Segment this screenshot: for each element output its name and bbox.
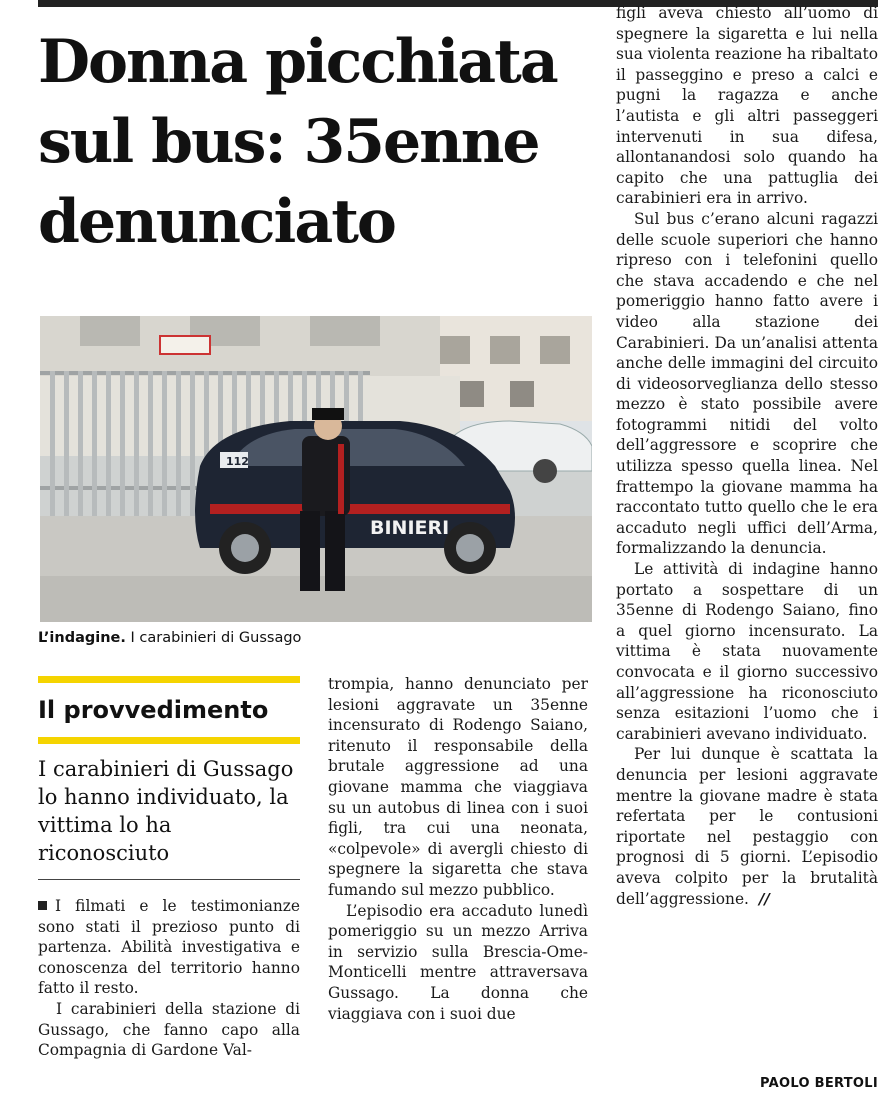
box-rule-top [38,676,300,683]
body-paragraph: figli aveva chiesto all’uomo di spegnere la sigaretta e lui nella sua violenta reazione ha ribaltato il passeggino e preso a calci e pugni la ragazza e anche l’autista e gli altri passeggeri intervenuti in sua difesa, allontanandosi solo quando ha capito che una pattuglia dei carabinieri era in arrivo. [616,4,878,208]
body-paragraph: Per lui dunque è scattata la denuncia per lesioni aggravate mentre la giovane madre è stata refertata per le contusioni riportate nel pestaggio con prognosi di 5 giorni. L’episodio aveva colpito per la brutalità dell’aggressione. // [616,745,878,908]
body-column-3 [616,3,878,909]
box-rule-bottom [38,737,300,744]
byline: PAOLO BERTOLI [760,1076,878,1091]
box-title: Il provvedimento [38,696,269,724]
article-photo [40,316,592,622]
caption-text: I carabinieri di Gussago [125,630,302,646]
photo-caption [38,628,598,648]
body-paragraph: trompia, hanno denunciato per lesioni aggravate un 35enne incensurato di Rodengo Saiano, ritenuto il responsabile della brutale aggressione ad una giovane mamma che viaggiava su un autobus di linea con i suoi figli, tra cui una neonata, «colpevole» di avergli chiesto di spegnere la sigaretta che stava fumando sul mezzo pubblico. [328,675,588,899]
box-divider [38,879,300,880]
body-paragraph: L’episodio era accaduto lunedì pomeriggio su un mezzo Arriva in servizio sulla Brescia-Ome-Monticelli mentre attraversava Gussago. La donna che viaggiava con i suoi due [328,901,588,1023]
headline: Donna picchiata sul bus: 35enne denunciato [38,27,557,257]
body-column-2 [328,674,588,1024]
car-lettering: BINIERI [370,517,450,539]
car-number: 112 [226,455,249,468]
body-paragraph: I carabinieri della stazione di Gussago, che fanno capo alla Compagnia di Gardone Val- [38,999,300,1060]
end-mark: // [758,889,770,908]
box-summary: I carabinieri di Gussago lo hanno individuato, la vittima lo ha riconosciuto [38,757,294,865]
caption-lead: L’indagine. [38,630,126,646]
body-paragraph: Sul bus c’erano alcuni ragazzi delle scuole superiori che hanno ripreso con i telefonini quello che stava accadendo e che nel pomeriggio hanno fatto avere i video alla stazione dei Carabinieri. Da un’analisi attenta anche delle immagini del circuito di videosorveglianza dello stesso mezzo è stato possibile avere fotogrammi nitidi del volto dell’aggressore e scoprire che utilizza spesso quella linea. Nel frattempo la giovane mamma ha raccontato tutto quello che le era accaduto negli uffici dell’Arma, formalizzando la denuncia. [616,209,878,558]
body-paragraph: Le attività di indagine hanno portato a sospettare di un 35enne di Rodengo Saiano, fino a quel giorno incensurato. La vittima è stata nuovamente convocata e il giorno successivo all’aggressione ha riconosciuto senza esitazioni l’uomo che i carabinieri avevano individuato. [616,560,878,743]
body-paragraph: I filmati e le testimonianze sono stati il prezioso punto di partenza. Abilità investigativa e conoscenza del territorio hanno fatto il resto. [38,897,300,998]
body-column-1 [38,896,300,1061]
bullet-square-icon [38,901,47,910]
